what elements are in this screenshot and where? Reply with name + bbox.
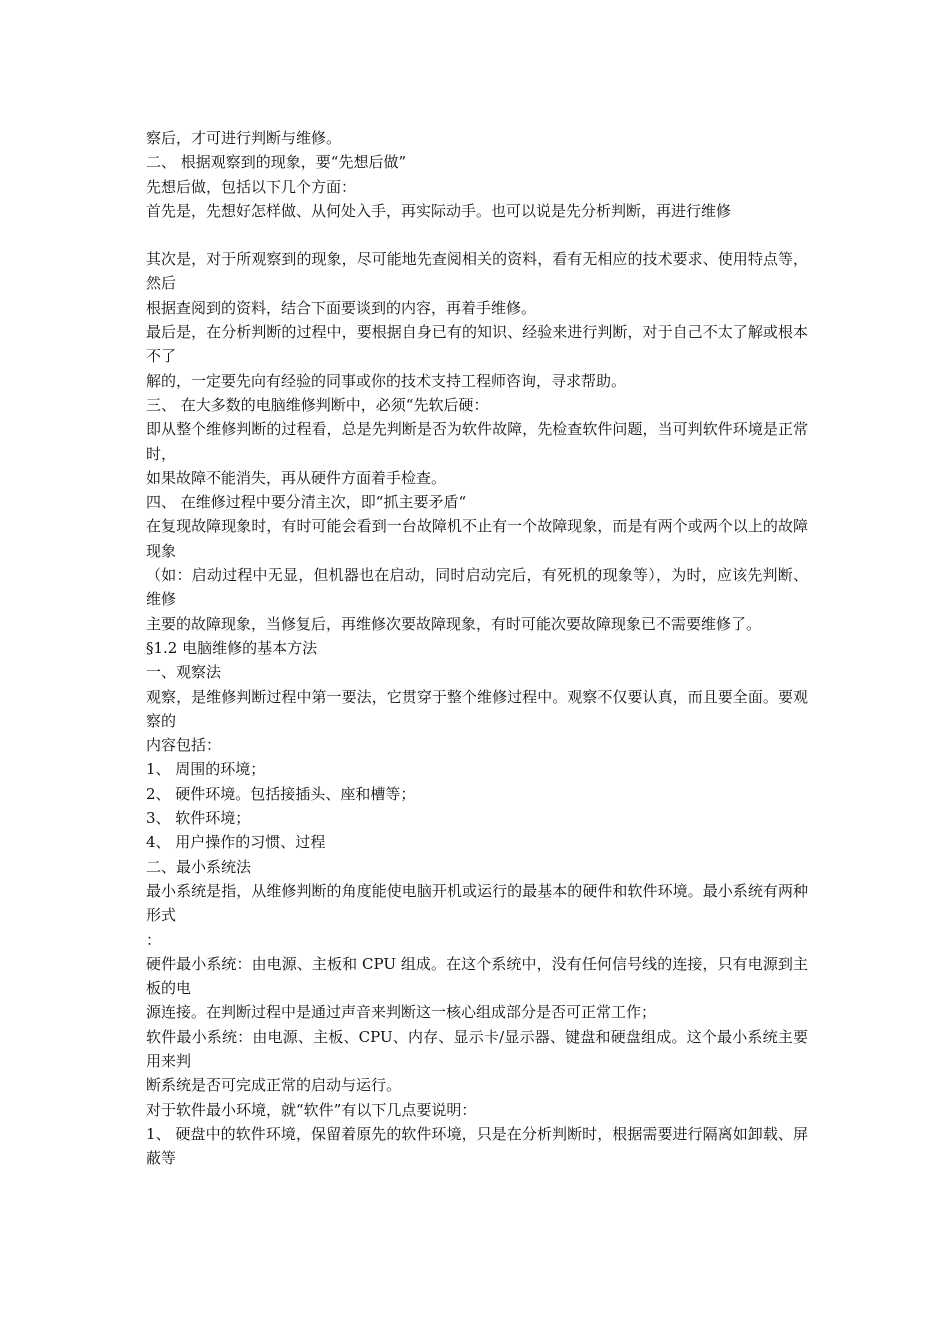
list-item: 1、 周围的环境； xyxy=(146,760,266,779)
paragraph: 解的，一定要先向有经验的同事或你的技术支持工程师咨询，寻求帮助。 xyxy=(146,371,627,390)
subsection-title-observation: 一、观察法 xyxy=(146,663,222,682)
paragraph: 其次是，对于所观察到的现象，尽可能地先查阅相关的资料，看有无相应的技术要求、使用特点等，然后 xyxy=(146,250,808,293)
heading-section-4: 四、 在维修过程中要分清主次，即“抓主要矛盾“ xyxy=(146,493,467,512)
list-item: 3、 软件环境； xyxy=(146,809,251,828)
paragraph: 内容包括： xyxy=(146,736,222,755)
blank-line xyxy=(146,223,808,247)
paragraph: 硬件最小系统：由电源、主板和 CPU 组成。在这个系统中，没有任何信号线的连接，只有电源到主板的电 xyxy=(146,954,808,998)
paragraph: 最小系统是指，从维修判断的角度能使电脑开机或运行的最基本的硬件和软件环境。最小系统有两种形式 xyxy=(146,881,808,925)
paragraph: ： xyxy=(146,930,162,949)
paragraph: 断系统是否可完成正常的启动与运行。 xyxy=(146,1076,402,1095)
paragraph: 先想后做，包括以下几个方面： xyxy=(146,177,357,196)
paragraph: 如果故障不能消失，再从硬件方面着手检查。 xyxy=(146,468,447,487)
paragraph: 软件最小系统：由电源、主板、CPU、内存、显示卡/显示器、键盘和硬盘组成。这个最小系统主要用来判 xyxy=(146,1027,808,1070)
paragraph: 即从整个维修判断的过程看，总是先判断是否为软件故障，先检查软件问题，当可判软件环境是正常时， xyxy=(146,420,808,463)
paragraph: （如：启动过程中无显，但机器也在启动，同时启动完后，有死机的现象等），为时，应该先判断、维修 xyxy=(146,566,808,609)
paragraph: 根据查阅到的资料，结合下面要谈到的内容，再着手维修。 xyxy=(146,298,537,317)
paragraph: 最后是，在分析判断的过程中，要根据自身已有的知识、经验来进行判断，对于自己不太了解或根本不了 xyxy=(146,323,808,366)
paragraph: 主要的故障现象，当修复后，再维修次要故障现象，有时可能次要故障现象已不需要维修了。 xyxy=(146,614,762,633)
heading-section-3: 三、 在大多数的电脑维修判断中，必须“先软后硬： xyxy=(146,395,489,414)
document-body xyxy=(146,126,808,1170)
list-item: 1、 硬盘中的软件环境，保留着原先的软件环境，只是在分析判断时，根据需要进行隔离如卸载、屏蔽等 xyxy=(146,1124,808,1168)
paragraph: 观察，是维修判断过程中第一要法，它贯穿于整个维修过程中。观察不仅要认真，而且要全面。要观察的 xyxy=(146,687,808,730)
list-item: 2、 硬件环境。包括接插头、座和槽等； xyxy=(146,784,416,803)
paragraph: 首先是，先想好怎样做、从何处入手，再实际动手。也可以说是先分析判断，再进行维修 xyxy=(146,201,732,220)
paragraph: 察后，才可进行判断与维修。 xyxy=(146,129,342,147)
paragraph: 在复现故障现象时，有时可能会看到一台故障机不止有一个故障现象，而是有两个或两个以上的故障现象 xyxy=(146,517,808,560)
list-item: 4、 用户操作的习惯、过程 xyxy=(146,833,326,852)
paragraph: 对于软件最小环境，就“软件”有以下几点要说明： xyxy=(146,1100,477,1119)
subsection-title-minimal-system: 二、最小系统法 xyxy=(146,857,252,876)
section-title: §1.2 电脑维修的基本方法 xyxy=(146,638,318,657)
heading-section-2: 二、 根据观察到的现象，要“先想后做” xyxy=(146,153,407,172)
paragraph: 源连接。在判断过程中是通过声音来判断这一核心组成部分是否可正常工作； xyxy=(146,1003,657,1022)
